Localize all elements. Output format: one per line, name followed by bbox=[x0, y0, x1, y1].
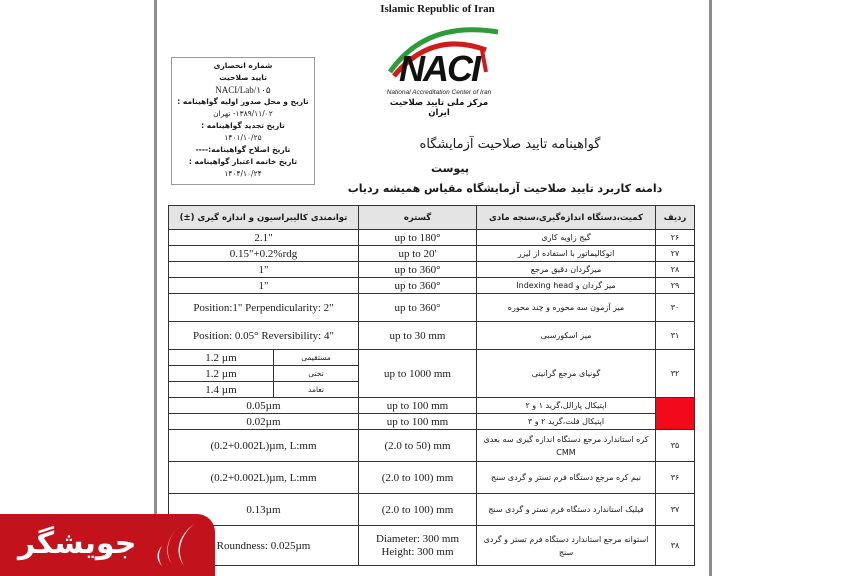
sub-label-cell: مستقیمی bbox=[274, 350, 359, 366]
table-row bbox=[169, 430, 695, 462]
expiry-label: تاریخ خاتمه اعتبار گواهینامه : bbox=[188, 157, 298, 166]
range-cell: up to 30 mm bbox=[359, 322, 477, 350]
renew-value: ۱۴۰۱/۱۰/۲۵ bbox=[224, 133, 262, 142]
capability-cell: Position:1" Perpendicularity: 2" bbox=[169, 294, 359, 322]
page-left-edge bbox=[154, 0, 157, 576]
header-row-number: ردیف bbox=[656, 206, 695, 230]
row-number-cell: ۳۱ bbox=[656, 322, 695, 350]
capability-cell: 0.02µm bbox=[169, 414, 359, 430]
table-row bbox=[169, 230, 695, 246]
row-number-cell: ۳۰ bbox=[656, 294, 695, 322]
scope-table bbox=[168, 205, 695, 566]
header-range: گستره bbox=[359, 206, 477, 230]
table-row bbox=[169, 294, 695, 322]
device-cell: اپتیکال پارالل،گرید ۱ و ۲ bbox=[477, 398, 656, 414]
document-title: گواهینامه تایید صلاحیت آزمایشگاه bbox=[419, 137, 601, 152]
capability-cell: 1.2 µm bbox=[169, 350, 274, 366]
device-cell: میزگردان دقیق مرجع bbox=[477, 262, 656, 278]
row-number-cell: ۲۷ bbox=[656, 246, 695, 262]
capability-cell: 1.4 µm bbox=[169, 382, 274, 398]
device-cell: فیلیک استاندارد دستگاه فرم تستر و گردی سنج bbox=[477, 494, 656, 526]
country-heading: Islamic Republic of Iran bbox=[380, 3, 495, 15]
row-number-cell: ۲۶ bbox=[656, 230, 695, 246]
page-right-edge bbox=[709, 0, 712, 576]
capability-cell: Roundness: 0.025µm bbox=[169, 526, 359, 566]
table-row bbox=[169, 246, 695, 262]
header-device: کمیت،دستگاه اندازه‌گیری،سنجه مادی bbox=[477, 206, 656, 230]
capability-cell: 1.2 µm bbox=[169, 366, 274, 382]
capability-cell: 1" bbox=[169, 262, 359, 278]
watermark-logo-icon bbox=[150, 522, 200, 568]
device-cell: میز گردان و Indexing head bbox=[477, 278, 656, 294]
table-header-row bbox=[169, 206, 695, 230]
row-number-cell: ۳۲ bbox=[656, 350, 695, 398]
row-number-cell: ۳۷ bbox=[656, 494, 695, 526]
range-cell: up to 20' bbox=[359, 246, 477, 262]
issue-value: ۱۳۸۹/۱۱/۰۲- تهران bbox=[213, 109, 273, 118]
device-cell: اپتیکال فلت،گرید ۲ و ۳ bbox=[477, 414, 656, 430]
range-cell: up to 1000 mm bbox=[359, 350, 477, 398]
table-row bbox=[169, 526, 695, 566]
range-cell: up to 360° bbox=[359, 294, 477, 322]
table-row bbox=[169, 398, 695, 414]
range-cell: up to 360° bbox=[359, 278, 477, 294]
device-cell: اتوکالیماتور با استفاده از لیزر bbox=[477, 246, 656, 262]
scope-title: دامنه کاربرد تایید صلاحیت آزمایشگاه مقیاس همیشه ردیاب bbox=[347, 182, 663, 195]
capability-cell: 0.05µm bbox=[169, 398, 359, 414]
device-cell: گیج زاویه کاری bbox=[477, 230, 656, 246]
capability-cell: 0.13µm bbox=[169, 494, 359, 526]
naci-logo bbox=[378, 20, 500, 118]
expiry-value: ۱۴۰۴/۱۰/۲۴ bbox=[224, 169, 262, 178]
capability-cell: 2.1" bbox=[169, 230, 359, 246]
row-number-cell: ۳۶ bbox=[656, 462, 695, 494]
row-number-cell: ۲۹ bbox=[656, 278, 695, 294]
row-number-cell: ۲۸ bbox=[656, 262, 695, 278]
row-number-cell: ۳۵ bbox=[656, 430, 695, 462]
renew-label: تاریخ تجدید گواهینامه : bbox=[201, 121, 285, 130]
issue-label: تاریخ و محل صدور اولیه گواهینامه : bbox=[177, 97, 309, 106]
table-row bbox=[169, 278, 695, 294]
device-cell: کره استاندارد مرجع دستگاه اندازه گیری سه بعدی CMM bbox=[477, 430, 656, 462]
range-cell: up to 100 mm bbox=[359, 414, 477, 430]
capability-cell: (0.2+0.002L)µm, L:mm bbox=[169, 430, 359, 462]
row-number-cell: ۳۸ bbox=[656, 526, 695, 566]
table-row bbox=[169, 322, 695, 350]
info-line1: شماره انحصاری bbox=[213, 61, 273, 70]
capability-cell: (0.2+0.002L)µm, L:mm bbox=[169, 462, 359, 494]
device-cell: نیم کره مرجع دستگاه فرم تستر و گردی سنج bbox=[477, 462, 656, 494]
device-cell: استوانه مرجع استاندارد دستگاه فرم تستر و گردی سنج bbox=[477, 526, 656, 566]
site-watermark-banner[interactable] bbox=[0, 514, 215, 576]
range-cell: up to 180° bbox=[359, 230, 477, 246]
cert-number: NACI/Lab/۱۰۵ bbox=[215, 85, 271, 95]
range-cell: up to 100 mm bbox=[359, 398, 477, 414]
capability-cell: 0.15"+0.2%rdg bbox=[169, 246, 359, 262]
table-row bbox=[169, 414, 695, 430]
range-cell: Diameter: 300 mm Height: 300 mm bbox=[359, 526, 477, 566]
range-cell: up to 360° bbox=[359, 262, 477, 278]
logo-persian-name: مرکز ملی تایید صلاحیت ایران bbox=[389, 98, 489, 118]
device-cell: گونیای مرجع گرانیتی bbox=[477, 350, 656, 398]
sub-label-cell: تختی bbox=[274, 366, 359, 382]
header-capability: توانمندی کالیبراسیون و اندازه گیری (±) bbox=[169, 206, 359, 230]
amend-label: تاریخ اصلاح گواهینامه:---- bbox=[195, 145, 291, 154]
table-row bbox=[169, 262, 695, 278]
table-row bbox=[169, 494, 695, 526]
range-cell: (2.0 to 50) mm bbox=[359, 430, 477, 462]
capability-cell: Position: 0.05° Reversibility: 4" bbox=[169, 322, 359, 350]
range-cell: (2.0 to 100) mm bbox=[359, 462, 477, 494]
document-subtitle: پیوست bbox=[431, 162, 469, 175]
sub-label-cell: تعامد bbox=[274, 382, 359, 398]
table-row bbox=[169, 462, 695, 494]
redacted-row-number-cell bbox=[656, 398, 695, 430]
device-cell: میز اسکورسبی bbox=[477, 322, 656, 350]
range-cell: (2.0 to 100) mm bbox=[359, 494, 477, 526]
watermark-text: جویشگر bbox=[18, 526, 137, 561]
table-row bbox=[169, 350, 695, 366]
logo-acronym: NACI bbox=[399, 48, 479, 89]
info-line2: تایید صلاحیت bbox=[219, 73, 267, 82]
capability-cell: 1" bbox=[169, 278, 359, 294]
logo-english-name: National Accreditation Center of Iran bbox=[386, 89, 492, 96]
device-cell: میز آزمون سه محوره و چند محوره bbox=[477, 294, 656, 322]
certificate-info-box bbox=[171, 57, 315, 185]
